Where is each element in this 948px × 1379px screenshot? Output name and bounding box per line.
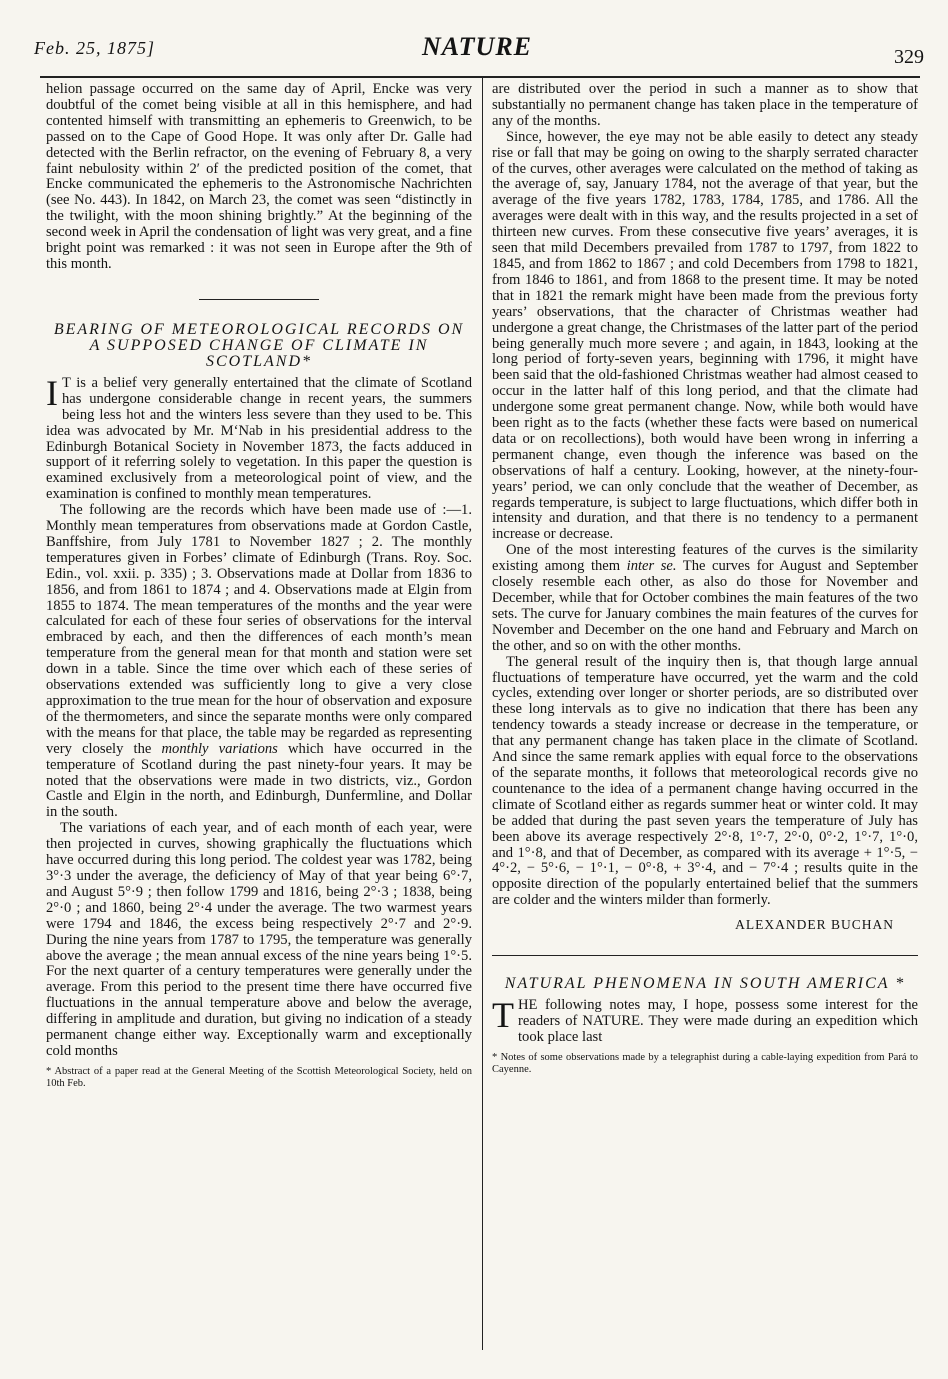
author-signature: ALEXANDER BUCHAN [735,917,894,933]
footnote: * Notes of some observations made by a telegraphist during a cable-laying expedition from Pará to Cayenne. [492,1051,918,1075]
left-column [46,82,472,1090]
page-number: 329 [894,46,924,68]
section-separator [199,299,319,300]
article-title: BEARING OF METEOROLOGICAL RECORDS ON A SUPPOSED CHANGE OF CLIMATE IN SCOTLAND* [53,320,465,370]
section-separator [492,955,918,956]
right-column [492,82,918,1076]
header-rule [40,76,920,78]
comet-paragraph-continued: helion passage occurred on the same day of April, Encke was very doubtful of the comet being visible at all in this hemisphere, and had contented himself with transmitting an ephemeris to Greenwich, to be passed on to the Cape of Good Hope. It was only after Dr. Galle had detected with the Berlin refractor, on the evening of February 8, a very faint nebulosity within 2′ of the predicted position of the comet, that Encke communicated the ephemeris to the Astronomische Nachrichten (see No. 443). In 1842, on March 23, the comet was seen “distinctly in the twilight, with the moon shining brightly.” At the beginning of the second week in April the condensation of light was very great, and a fine bright point was remarked : it was not seen in Europe after the 9th of this month. [46,81,472,272]
article-paragraph: I T is a belief very generally entertained that the climate of Scotland has undergone considerable change in recent years, the summers being less hot and the winters less severe than they used to be. This idea was advocated by Mr. M‘Nab in his presidential address to the Edinburgh Botanical Society in November 1873, the facts adduced in support of it referring solely to vegetation. In this paper the question is examined exclusively from a meteorological point of view, and the examination is confined to monthly mean temperatures. [46,372,472,503]
article-paragraph: Since, however, the eye may not be able easily to detect any steady rise or fall that may be going on owing to the sharply serrated character of the curves, other averages were calculated on the method of taking as the average of, say, January 1784, not the average of that year, but the average of the five years 1782, 1783, 1784, 1785, and 1786. All the averages were dealt with in this way, and the results projected in a set of thirteen new curves. From these consecutive five years’ averages, it is seen that mild Decembers prevailed from 1787 to 1797, from 1822 to 1845, and from 1862 to 1867 ; and cold Decembers from 1798 to 1821, from 1846 to 1861, and from 1868 to the present time. It may be noted that in 1821 the remark might have been made from the previous forty years’ observations, that the character of Christmas weather had undergone a great change, the Christmases of the latter part of the period being generally much more severe ; and again, in 1843, looking at the long period of forty-seven years, beginning with 1796, it might have been said that the old-fashioned Christmas weather had almost ceased to occur in the latter half of this long period, and that the climate had undergone some great permanent change. Now, while both would have been right as to the facts (whether these facts were based on numerical data or on recollections), both would have been wrong in inferring a permanent change, even though the inference was based on the observations of half a century. Looking, however, at the ninety-four-years’ period, we can only conclude that the weather of December, as regards temperature, is subject to large fluctuations, which differ both in intensity and duration, and that there is no tendency to a permanent increase or decrease. [492,128,918,543]
article2-title: NATURAL PHENOMENA IN SOUTH AMERICA * [504,975,906,993]
drop-cap: I [46,372,58,413]
column-divider [482,78,483,1350]
article-paragraph: The following are the records which have been made use of :—1. Monthly mean temperatures from observations made at Gordon Castle, Banffshire, from July 1781 to November 1827 ; 2. The monthly temperatures given in Forbes’ climate of Edinburgh (Trans. Roy. Soc. Edin., vol. xxii. p. 335) ; 3. Observations made at Dollar from 1836 to 1856, and from 1861 to 1874 ; and 4. Observations made at Elgin from 1855 to 1874. The mean temperatures of the months and the year were calculated for each of these four series of observations for the interval embraced by each, and then the differences of each month’s mean temperature from the general mean for that month and station were set down in a table. Since the time over which each of these series of observations extended was sufficiently long to give a very close approximation to the true mean for the hour of observation and exposure of the thermometers, and since the separate months were only compared with the means for that place, the table may be regarded as representing very closely the monthly variations which have occurred in the temperature of Scotland during the past ninety-four years. It may be noted that the observations were made in two districts, viz., Gordon Castle and Elgin in the north, and Edinburgh, Dunfermline, and Dollar in the south. [46,502,472,821]
footnote: * Abstract of a paper read at the General Meeting of the Scottish Meteorological Society, held on 10th Feb. [46,1065,472,1089]
header-date: Feb. 25, 1875] [34,38,155,58]
article-paragraph: The variations of each year, and of each month of each year, were then projected in curves, showing graphically the fluctuations which have occurred during this long period. The coldest year was 1782, being 3°·3 under the average, the deficiency of May of that year being 6°·7, and August 5°·9 ; then follow 1799 and 1816, being 2°·3 ; 1838, being 2°·0 ; and 1860, being 2°·4 under the average. The two warmest years were 1794 and 1846, the excess being respectively 2°·7 and 2°·9. During the nine years from 1787 to 1795, the temperature was generally above the average ; the mean annual excess of the nine years being 1°·5. For the next quarter of a century temperatures were generally under the average. From this period to the present time there have occurred five fluctuations in the annual temperature above and below the average, differing in amplitude and duration, but giving no indication of a steady permanent change either way. Exceptionally warm and exceptionally cold months [46,820,472,1059]
article-paragraph: are distributed over the period in such a manner as to show that substantially no permanent change has taken place in the temperature of any of the months. [492,81,918,129]
article-paragraph: One of the most interesting features of the curves is the similarity existing among them inter se. The curves for August and September closely resemble each other, as also do those for November and December, while that for October combines the main features of the two sets. The curve for January combines the main features of the curves for November and December on the one hand and February and March on the other, and so on with the other months. [492,542,918,654]
drop-cap: T [492,995,514,1036]
article2-paragraph: THE following notes may, I hope, possess some interest for the readers of NATURE. They were made during an expedition which took place last [492,995,918,1045]
journal-title: NATURE [421,32,533,61]
running-header [30,32,924,72]
article-paragraph: The general result of the inquiry then is, that though large annual fluctuations of temperature have occurred, yet the warm and the cold cycles, extending over longer or shorter periods, are so distributed over these long intervals as to give no indication that there has been any tendency towards a steady increase or decrease in the temperature, or that any permanent change has taken place in the climate of Scotland. And since the same remark applies with equal force to the observations of the separate months, it follows that meteorological records give no countenance to the idea of a permanent change having occurred in the climate of Scotland either as regards summer heat or winter cold. It may be added that during the past seven years the temperature of July has been above its average respectively 2°·8, 1°·7, 2°·0, 0°·2, 1°·7, 1°·0, and 1°·8, and that of December, as compared with its average + 1°·5, − 4°·2, − 5°·6, − 1°·1, − 0°·8, + 3°·4, and − 7°·4 ; results quite in the opposite direction of the popularly entertained belief that the summers are colder and the winters milder than formerly. [492,653,918,909]
